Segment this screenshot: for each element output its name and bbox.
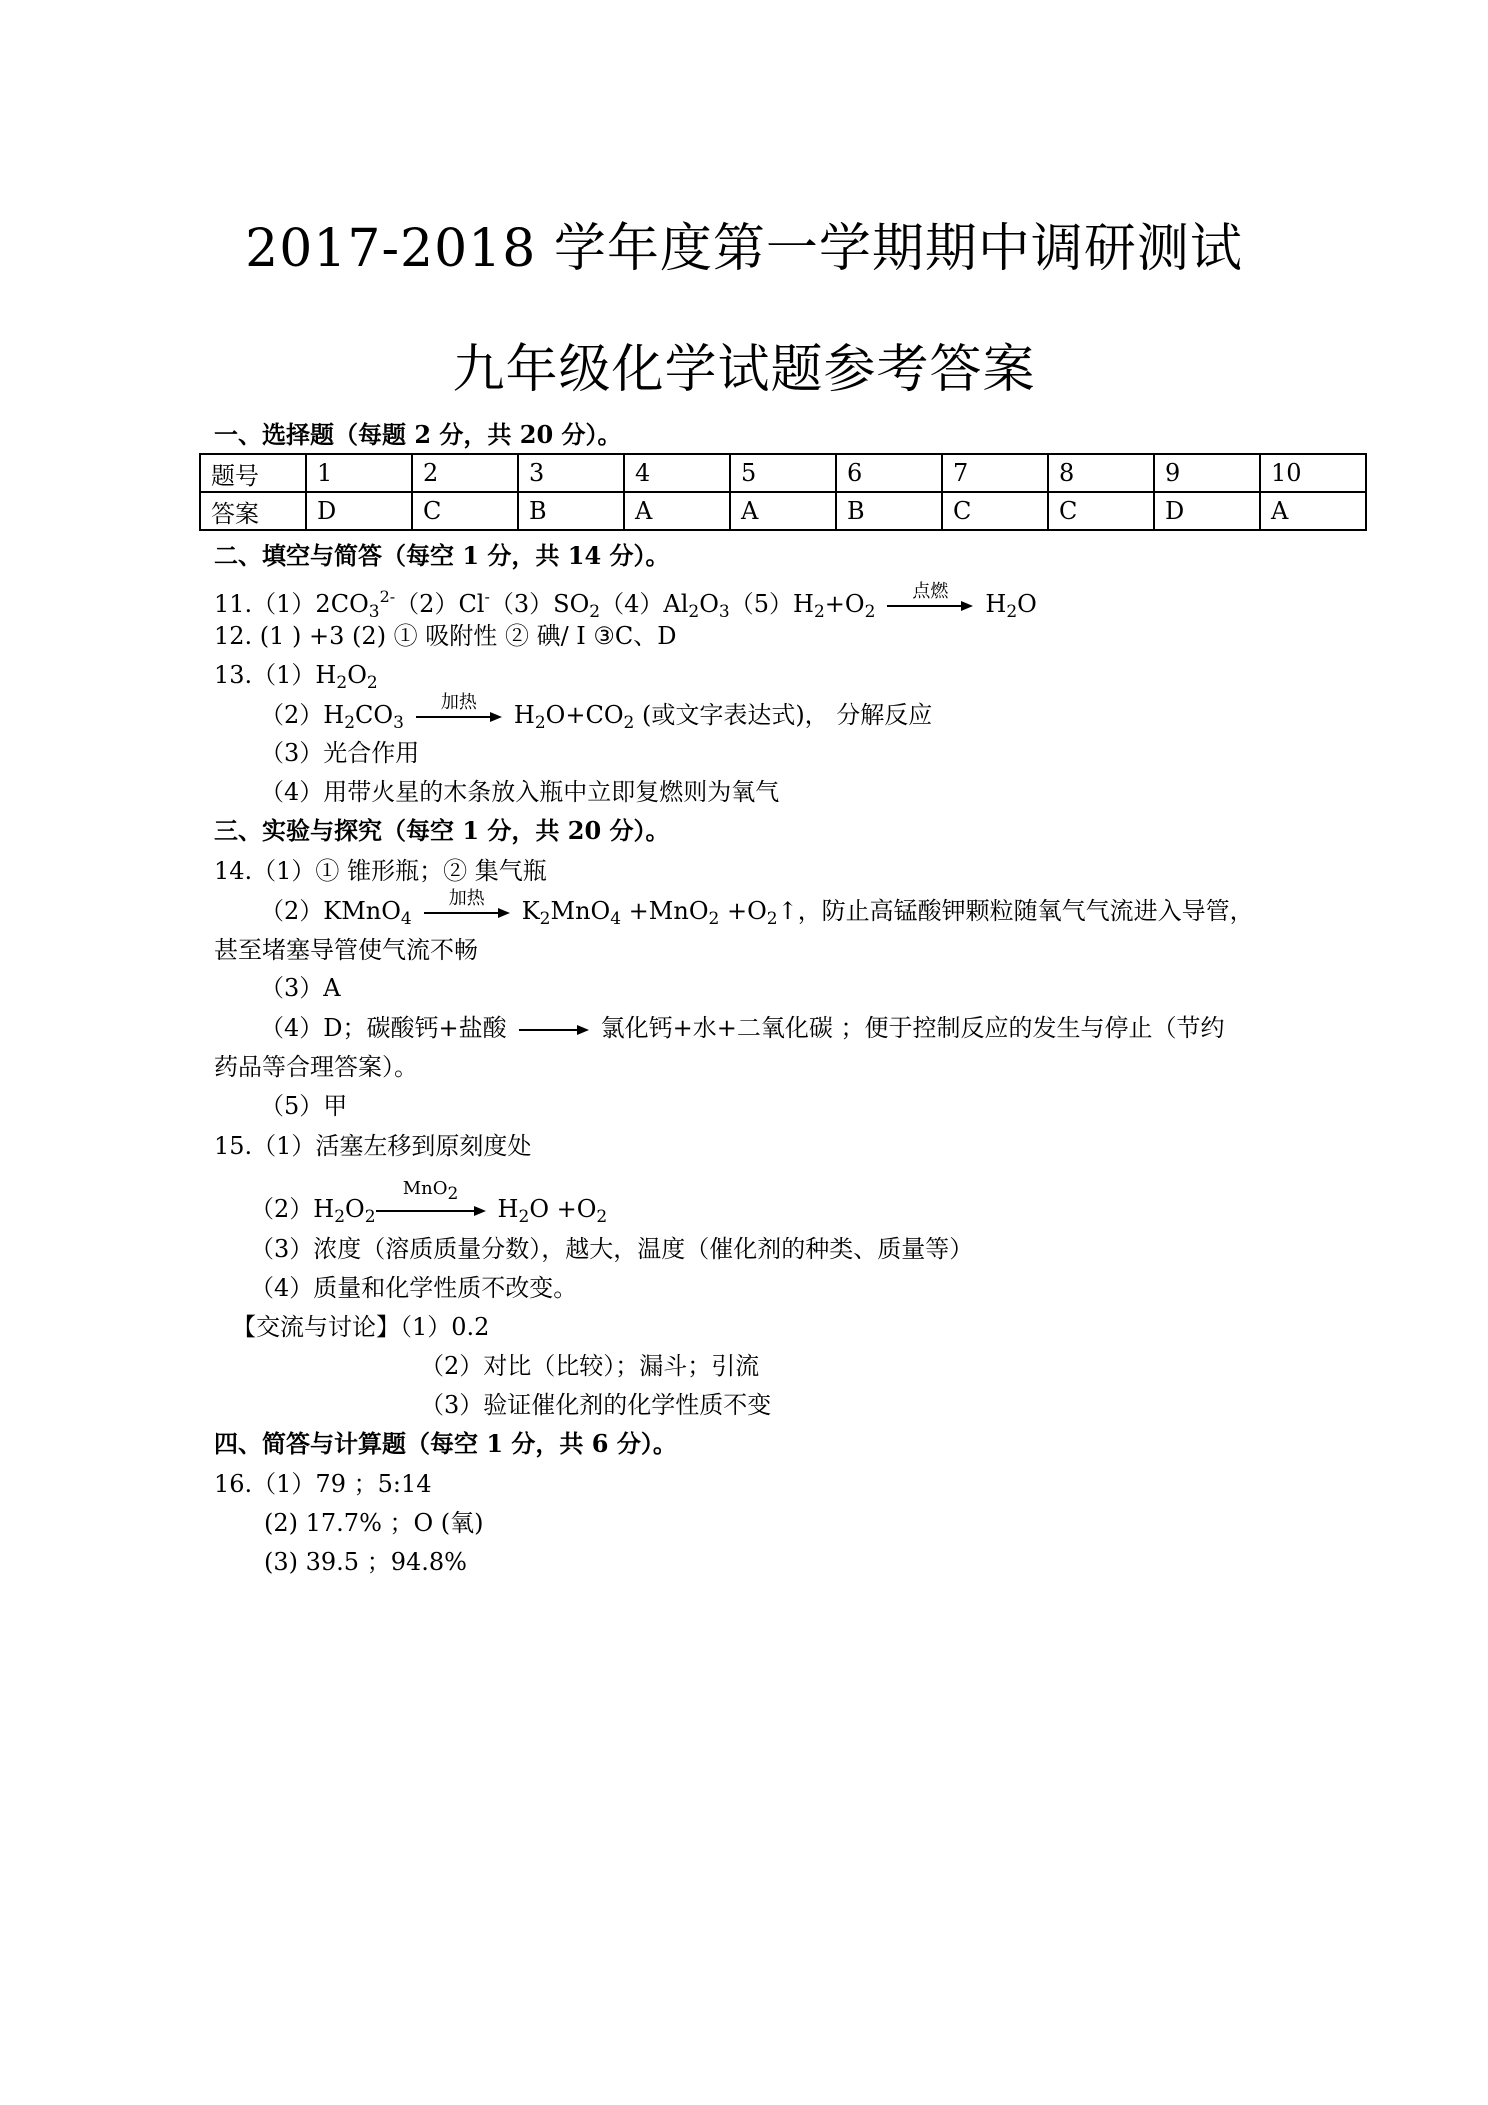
reaction-arrow-icon xyxy=(424,887,510,928)
table-cell: 10 xyxy=(1260,454,1366,492)
table-cell: 7 xyxy=(942,454,1048,492)
subscript: 3 xyxy=(718,602,730,622)
text: H xyxy=(513,701,535,729)
answer-13-3: （3）光合作用 xyxy=(260,739,420,767)
subscript: 2 xyxy=(596,1207,608,1227)
answer-14-4 xyxy=(260,1013,1224,1045)
text: H xyxy=(497,1195,519,1223)
text: 11.（1）2CO xyxy=(214,590,369,618)
answer-14-3: （3）A xyxy=(260,974,341,1002)
answer-14-4-cont: 药品等合理答案）。 xyxy=(214,1053,418,1081)
subscript: 2 xyxy=(334,1207,346,1227)
text: +O xyxy=(719,897,767,925)
text: O xyxy=(1017,590,1037,618)
text: （5）H xyxy=(729,590,814,618)
page-title: 2017-2018 学年度第一学期期中调研测试 xyxy=(245,219,1243,279)
subscript: 2 xyxy=(336,673,348,693)
answer-15-1: 15.（1）活塞左移到原刻度处 xyxy=(214,1132,532,1160)
superscript: - xyxy=(484,587,490,606)
table-cell: C xyxy=(412,492,518,530)
reaction-arrow-icon xyxy=(416,691,502,732)
subscript: 2 xyxy=(623,713,635,733)
subscript: 2 xyxy=(344,713,356,733)
table-cell: 4 xyxy=(624,454,730,492)
table-cell: C xyxy=(942,492,1048,530)
text: O xyxy=(347,661,367,689)
table-cell: 3 xyxy=(518,454,624,492)
text: （2）KMnO xyxy=(260,897,401,925)
text: +O xyxy=(824,590,865,618)
subscript: 3 xyxy=(393,713,404,733)
table-row xyxy=(200,492,1366,530)
table-cell: D xyxy=(306,492,412,530)
subscript: 2 xyxy=(447,1183,459,1204)
subscript: 4 xyxy=(400,909,412,929)
text: K xyxy=(521,897,540,925)
answer-table xyxy=(199,453,1367,531)
subscript: 3 xyxy=(368,602,380,622)
text: O +O xyxy=(529,1195,597,1223)
text: CO xyxy=(355,701,394,729)
text: O xyxy=(345,1195,365,1223)
discussion-2: （2）对比（比较）；漏斗；引流 xyxy=(420,1352,760,1380)
subscript: 2 xyxy=(589,602,601,622)
text: （2）H xyxy=(260,701,345,729)
answer-15-3: （3）浓度（溶质质量分数），越大，温度（催化剂的种类、质量等） xyxy=(250,1235,974,1263)
section3-heading: 三、实验与探究（每空 1 分，共 20 分）。 xyxy=(214,816,670,845)
text: O+CO xyxy=(545,701,624,729)
text: （3）SO xyxy=(489,590,590,618)
text: (或文字表达式)， 分解反应 xyxy=(634,701,933,729)
text: MnO xyxy=(550,897,611,925)
section1-heading: 一、选择题（每题 2 分，共 20 分）。 xyxy=(214,420,622,449)
answer-13-1 xyxy=(214,660,378,698)
answer-13-2 xyxy=(260,691,933,738)
text: 氯化钙+水+二氧化碳 ；便于控制反应的发生与停止（节约 xyxy=(600,1014,1225,1042)
table-cell: 1 xyxy=(306,454,412,492)
subscript: 2 xyxy=(766,909,778,929)
table-row-label: 题号 xyxy=(200,454,306,492)
subscript: 2 xyxy=(864,602,876,622)
answer-16-1: 16.（1）79 ；5:14 xyxy=(214,1470,432,1498)
reaction-condition: 点燃 xyxy=(912,580,949,602)
table-cell: 6 xyxy=(836,454,942,492)
text: （4）D；碳酸钙+盐酸 xyxy=(260,1014,507,1042)
text: （2）Cl xyxy=(395,590,485,618)
subscript: 2 xyxy=(1006,602,1018,622)
answer-14-5: （5）甲 xyxy=(260,1092,348,1120)
table-cell: C xyxy=(1048,492,1154,530)
table-cell: 8 xyxy=(1048,454,1154,492)
text: （2）H xyxy=(250,1195,335,1223)
discussion-3: （3）验证催化剂的化学性质不变 xyxy=(420,1391,772,1419)
table-row-label: 答案 xyxy=(200,492,306,530)
table-cell: B xyxy=(518,492,624,530)
subscript: 2 xyxy=(534,713,546,733)
reaction-condition: 加热 xyxy=(440,691,477,713)
table-cell: 2 xyxy=(412,454,518,492)
table-cell: A xyxy=(730,492,836,530)
reaction-condition: 加热 xyxy=(448,887,485,909)
subscript: 2 xyxy=(539,909,551,929)
answer-16-3: (3) 39.5 ；94.8% xyxy=(264,1548,467,1576)
answer-12: 12. (1 ) +3 (2) ① 吸附性 ② 碘/ I ③C、D xyxy=(214,622,677,650)
answer-15-4: （4）质量和化学性质不改变。 xyxy=(250,1274,578,1302)
section2-heading: 二、填空与简答（每空 1 分，共 14 分）。 xyxy=(214,541,670,570)
answer-13-4: （4）用带火星的木条放入瓶中立即复燃则为氧气 xyxy=(260,778,780,806)
subscript: 2 xyxy=(518,1207,530,1227)
page-subtitle: 九年级化学试题参考答案 xyxy=(452,340,1036,400)
text: （4）Al xyxy=(600,590,689,618)
answer-16-2: (2) 17.7% ；O (氧) xyxy=(264,1509,484,1537)
reaction-arrow-icon xyxy=(887,580,973,621)
section4-heading: 四、简答与计算题（每空 1 分，共 6 分）。 xyxy=(214,1429,677,1458)
text: 13.（1）H xyxy=(214,661,337,689)
text: H xyxy=(985,590,1007,618)
text: O xyxy=(699,590,719,618)
answer-15-2 xyxy=(250,1177,608,1232)
answer-14-1: 14.（1）① 锥形瓶；② 集气瓶 xyxy=(214,857,547,885)
table-row xyxy=(200,454,1366,492)
subscript: 2 xyxy=(708,909,720,929)
superscript: 2- xyxy=(379,587,396,606)
subscript: 2 xyxy=(364,1207,376,1227)
text: MnO xyxy=(402,1177,448,1199)
subscript: 2 xyxy=(366,673,378,693)
discussion-1: 【交流与讨论】（1）0.2 xyxy=(232,1313,490,1341)
subscript: 2 xyxy=(688,602,700,622)
reaction-arrow-icon xyxy=(519,1015,589,1045)
text: +MnO xyxy=(621,897,709,925)
table-cell: D xyxy=(1154,492,1260,530)
subscript: 4 xyxy=(610,909,622,929)
subscript: 2 xyxy=(813,602,825,622)
text: ↑，防止高锰酸钾颗粒随氧气气流进入导管， xyxy=(777,897,1254,925)
answer-14-2 xyxy=(260,887,1254,934)
reaction-arrow-icon xyxy=(376,1177,486,1226)
answer-14-2-cont: 甚至堵塞导管使气流不畅 xyxy=(214,936,478,964)
table-cell: 9 xyxy=(1154,454,1260,492)
table-cell: 5 xyxy=(730,454,836,492)
table-cell: A xyxy=(1260,492,1366,530)
table-cell: A xyxy=(624,492,730,530)
table-cell: B xyxy=(836,492,942,530)
